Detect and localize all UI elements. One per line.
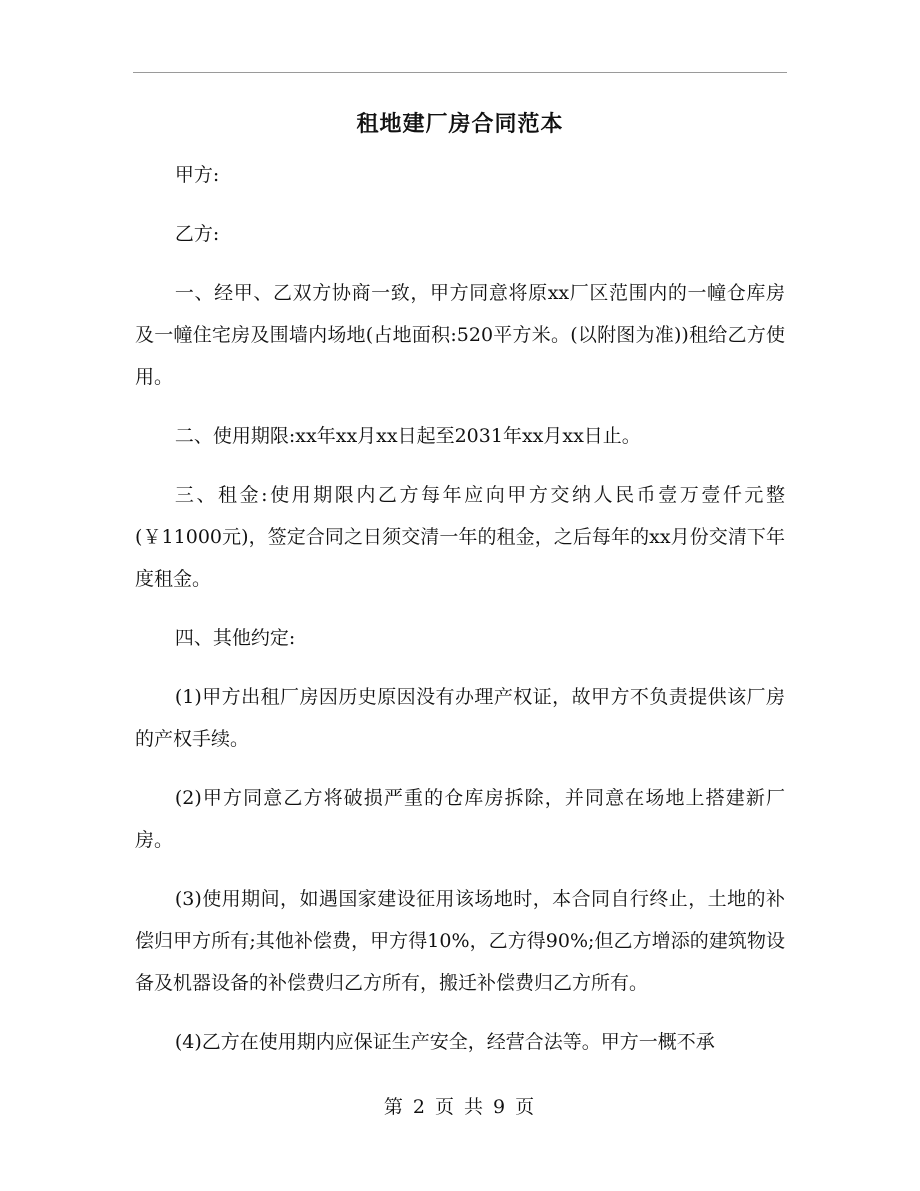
- paragraph-item-3: (3)使用期间，如遇国家建设征用该场地时，本合同自行终止，土地的补偿归甲方所有;其他补偿费，甲方得10%，乙方得90%;但乙方增添的建筑物设备及机器设备的补偿费归乙方所有，搬迁补偿费归乙方所有。: [135, 888, 785, 994]
- page-number: 第 2 页 共 9 页: [383, 1096, 537, 1118]
- paragraph-clause-2: 二、使用期限:xx年xx月xx日起至2031年xx月xx日止。: [174, 425, 641, 447]
- paragraph-item-4: (4)乙方在使用期内应保证生产安全，经营合法等。甲方一概不承: [174, 1031, 715, 1053]
- paragraph-item-1: (1)甲方出租厂房因历史原因没有办理产权证，故甲方不负责提供该厂房的产权手续。: [135, 686, 785, 750]
- paragraph-item-2: (2)甲方同意乙方将破损严重的仓库房拆除，并同意在场地上搭建新厂房。: [135, 787, 785, 851]
- paragraph-clause-4: 四、其他约定:: [174, 627, 296, 649]
- paragraph-party-b: 乙方:: [174, 223, 220, 245]
- paragraph-party-a: 甲方:: [174, 164, 220, 186]
- document-body: [135, 154, 785, 1063]
- document-title: 租地建厂房合同范本: [356, 111, 564, 137]
- paragraph-clause-1: 一、经甲、乙双方协商一致，甲方同意将原xx厂区范围内的一幢仓库房及一幢住宅房及围墙内场地(占地面积:520平方米。(以附图为准))租给乙方使用。: [135, 282, 785, 388]
- header-rule: [133, 72, 787, 73]
- paragraph-clause-3: 三、租金:使用期限内乙方每年应向甲方交纳人民币壹万壹仟元整(￥11000元)，签定合同之日须交清一年的租金，之后每年的xx月份交清下年度租金。: [135, 484, 785, 590]
